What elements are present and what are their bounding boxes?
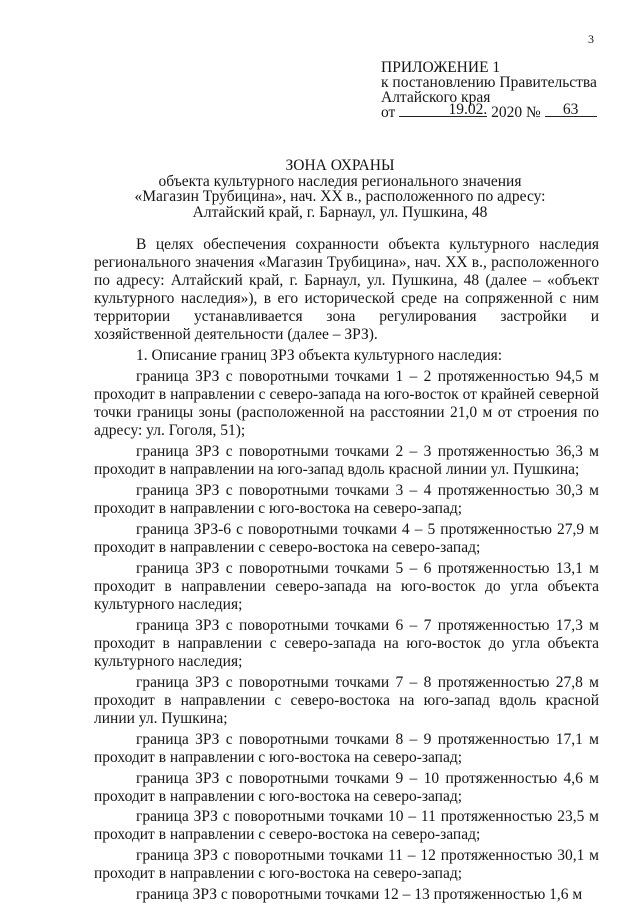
paragraph: граница ЗРЗ с поворотными точками 11 – 12 протяженностью 30,1 м проходит в направлении с юго-востока на северо-запад;: [94, 847, 599, 883]
paragraph: граница ЗРЗ с поворотными точками 10 – 11 протяженностью 23,5 м проходит в направлении с северо-востока на северо-запад;: [94, 808, 599, 844]
paragraph: граница ЗРЗ с поворотными точками 3 – 4 протяженностью 30,3 м проходит в направлении с юго-востока на северо-запад;: [94, 481, 599, 518]
heading-title: ЗОНА ОХРАНЫ: [285, 157, 395, 174]
paragraph: граница ЗРЗ с поворотными точками 1 – 2 протяженностью 94,5 м проходит в направлении с северо-запада на юго-восток от крайней северной точки границы зоны (расположенной на расстоянии 21,0 м от строения по адресу: ул. Гоголя, 51);: [94, 368, 599, 440]
paragraph: граница ЗРЗ с поворотными точками 12 – 13 протяженностью 1,6 м: [136, 886, 583, 904]
paragraph: 1. Описание границ ЗРЗ объекта культурного наследия:: [136, 347, 503, 365]
annex-line-region: Алтайского края: [381, 89, 491, 106]
annex-year: 2020 №: [491, 104, 541, 121]
paragraph: граница ЗРЗ с поворотными точками 9 – 10 протяженностью 4,6 м проходит в направлении с юго-востока на северо-запад;: [94, 769, 599, 805]
annex-date-line: [381, 101, 621, 121]
heading-line-2: «Магазин Трубицина», нач. XX в., расположенного по адресу:: [134, 188, 546, 205]
paragraph: граница ЗРЗ с поворотными точками 7 – 8 протяженностью 27,8 м проходит в направлении с северо-востока на юго-запад вдоль красной линии ул. Пушкина;: [94, 673, 599, 727]
annex-header: [381, 60, 621, 120]
paragraph: В целях обеспечения сохранности объекта культурного наследия регионального значения «Магазин Трубицина», нач. XX в., расположенного по адресу: Алтайский край, г. Барнаул, ул. Пушкина, 48 (далее – «объект культурного наследия»), в его исторической среде на сопряженной с ним территории устанавливается зона регулирования застройки и хозяйственной деятельности (далее – ЗРЗ).: [94, 236, 599, 344]
annex-from-label: от: [381, 104, 396, 121]
paragraph: граница ЗРЗ с поворотными точками 2 – 3 протяженностью 36,3 м проходит в направлении на юго-запад вдоль красной линии ул. Пушкина;: [94, 443, 599, 479]
document-body: [94, 236, 599, 904]
heading-line-1: объекта культурного наследия регионального значения: [158, 172, 522, 190]
paragraph: граница ЗРЗ с поворотными точками 8 – 9 протяженностью 17,1 м проходит в направлении с юго-востока на северо-запад;: [94, 730, 599, 766]
paragraph: граница ЗРЗ с поворотными точками 5 – 6 протяженностью 13,1 м проходит в направлении северо-запада на юго-восток до угла объекта культурного наследия;: [94, 559, 599, 613]
document-heading: [60, 158, 620, 220]
paragraph: граница ЗРЗ с поворотными точками 6 – 7 протяженностью 17,3 м проходит в направлении с северо-запада на юго-восток до угла объекта культурного наследия;: [94, 616, 599, 670]
heading-line-3: Алтайский край, г. Барнаул, ул. Пушкина, 48: [192, 203, 488, 221]
annex-title: ПРИЛОЖЕНИЕ 1: [381, 59, 501, 76]
annex-date: 19.02.: [399, 102, 487, 117]
annex-number: 63: [545, 102, 597, 117]
annex-line-decree: к постановлению Правительства: [381, 74, 597, 91]
paragraph: граница ЗРЗ-6 с поворотными точками 4 – 5 протяженностью 27,9 м проходит в направлении с северо-востока на северо-запад;: [94, 520, 599, 556]
page-number: 3: [588, 32, 594, 46]
